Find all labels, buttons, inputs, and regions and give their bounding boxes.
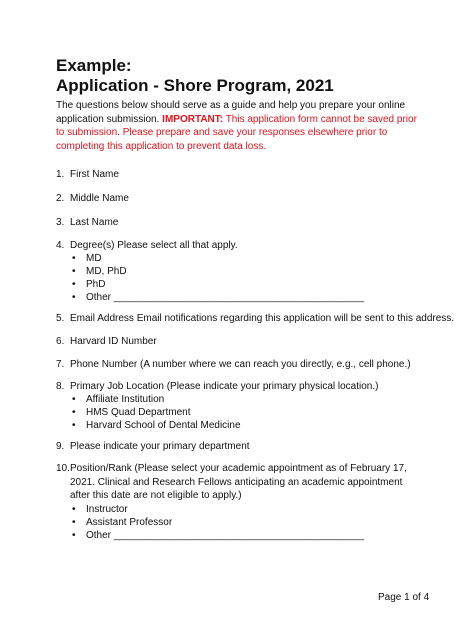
question-number: 6. <box>56 336 65 347</box>
option-text: Instructor <box>86 504 128 515</box>
question-text: Position/Rank (Please select your academic appointment as of February 17, 2021. Clinical and Research Fellows anticipating an academic appointment after this date are not eligible to apply.) <box>70 463 407 501</box>
bullet-icon: • <box>72 279 76 290</box>
question-number: 8. <box>56 381 65 392</box>
option-text: Other _____________________________________________ <box>86 530 365 541</box>
question-text: Middle Name <box>70 193 129 204</box>
bullet-icon: • <box>72 517 76 528</box>
bullet-icon: • <box>72 394 76 405</box>
page-number: Page 1 of 4 <box>378 592 430 603</box>
question-text: Harvard ID Number <box>70 336 157 347</box>
bullet-icon: • <box>72 420 76 431</box>
option-text: MD <box>86 253 102 264</box>
question-number: 7. <box>56 359 65 370</box>
intro-text: The questions below should serve as a guide and help you prepare your online application submission. <box>56 100 406 125</box>
document-title-line-2: Application - Shore Program, 2021 <box>56 76 334 95</box>
question-number: 4. <box>56 240 65 251</box>
option-text: HMS Quad Department <box>86 407 191 418</box>
question-number: 9. <box>56 441 65 452</box>
question-text: First Name <box>70 169 119 180</box>
question-number: 3. <box>56 217 65 228</box>
option-text: PhD <box>86 279 106 290</box>
bullet-icon: • <box>72 253 76 264</box>
bullet-icon: • <box>72 530 76 541</box>
question-text: Please indicate your primary department <box>70 441 250 452</box>
option-text: Other _____________________________________________ <box>86 292 365 303</box>
option-text: MD, PhD <box>86 266 127 277</box>
question-text: Last Name <box>70 217 119 228</box>
question-number: 5. <box>56 313 65 324</box>
intro-paragraph <box>56 99 426 153</box>
important-label: IMPORTANT: <box>162 113 224 125</box>
question-number: 2. <box>56 193 65 204</box>
bullet-icon: • <box>72 407 76 418</box>
option-text: Assistant Professor <box>86 517 173 528</box>
bullet-icon: • <box>72 292 76 303</box>
question-text: Degree(s) Please select all that apply. <box>70 240 238 251</box>
document-title-line-1: Example: <box>56 56 132 75</box>
question-number: 10. <box>56 463 70 474</box>
bullet-icon: • <box>72 504 76 515</box>
question-text: Phone Number (A number where we can reach you directly, e.g., cell phone.) <box>70 359 411 370</box>
question-number: 1. <box>56 169 65 180</box>
important-text: This application form cannot be saved prior to submission. Please prepare and save your responses elsewhere prior to completing this application to prevent data loss. <box>56 113 417 152</box>
bullet-icon: • <box>72 266 76 277</box>
option-text: Affiliate Institution <box>86 394 165 405</box>
option-text: Harvard School of Dental Medicine <box>86 420 241 431</box>
question-text: Email Address Email notifications regarding this application will be sent to this address. <box>70 313 455 324</box>
question-text: Primary Job Location (Please indicate your primary physical location.) <box>70 381 379 392</box>
